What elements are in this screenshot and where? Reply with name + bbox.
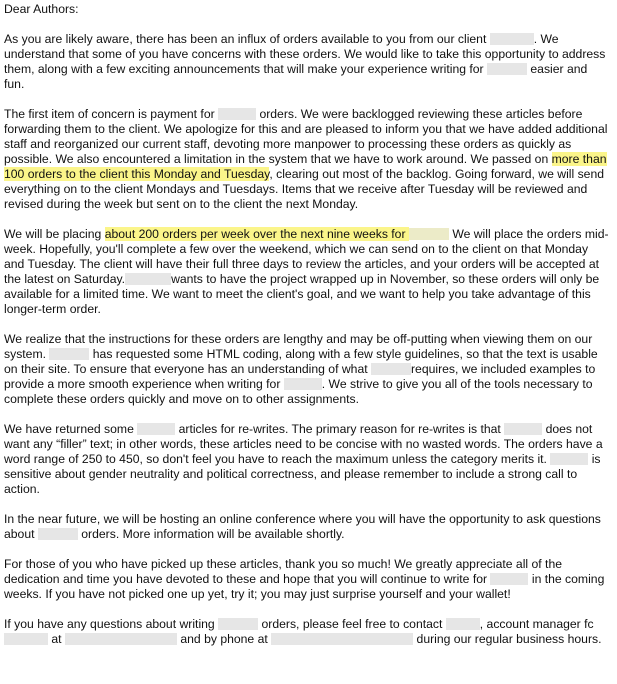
letter-body — [4, 0, 611, 662]
redacted-client-name — [38, 528, 78, 540]
redacted-client-name — [218, 108, 256, 120]
redacted-client-name — [409, 228, 449, 240]
paragraph-text: is sensitive about gender neutrality and political correctness, and please remember to include a strong call to action. — [4, 452, 601, 496]
paragraph-text: requires, we included examples to provide a more smooth experience when writing for — [4, 362, 596, 391]
greeting: Dear Authors: — [4, 2, 79, 16]
paragraph-text: in the coming weeks. If you have not picked one up yet, try it; you may just surprise yourself and your wallet! — [4, 572, 605, 601]
paragraph-text: has requested some HTML coding, along with a few style guidelines, so that the text is usable on their site. To ensure that everyone has an understanding of what — [4, 347, 598, 376]
redacted-client-name — [125, 273, 171, 285]
paragraph-thanks — [4, 557, 611, 602]
paragraph-payment — [4, 107, 611, 212]
paragraph-text: If you have any questions about writing — [4, 617, 215, 631]
paragraph-text: orders, please feel free to contact — [261, 617, 443, 631]
paragraph-text: articles for re-writes. The primary reason for re-writes is that — [178, 422, 501, 436]
paragraph-text: We realize that the instructions for these orders are lengthy and may be off-putting when viewing them on our system. — [4, 332, 593, 361]
redacted-phone — [271, 633, 413, 645]
paragraph-text: wants to have the project wrapped up in November, so these orders will only be available for a limited time. We want to meet the client's goal, and we want to help you take advantage of this longer-term order. — [4, 272, 600, 316]
highlighted-text: more than 100 orders to the client this Monday and Tuesday — [4, 152, 607, 181]
paragraph-contact — [4, 617, 611, 647]
redacted-company-name — [487, 63, 527, 75]
redacted-email — [65, 633, 177, 645]
redacted-client-name — [137, 423, 175, 435]
redacted-client-name — [550, 453, 588, 465]
paragraph-text: , clearing out most of the backlog. Going forward, we will send everything on to the client Mondays and Tuesdays. Items that we receive after Tuesday will be reviewed and revised during the week but sent on to the client the next Monday. — [4, 167, 605, 211]
paragraph-conference — [4, 512, 611, 542]
redacted-client-name — [504, 423, 542, 435]
paragraph-instructions — [4, 332, 611, 407]
redacted-client-name — [371, 363, 411, 375]
paragraph-text: does not want any “filler” text; in other words, these articles need to be concise with no wasted words. The orders have a word range of 250 to 450, so don't feel you have to reach the maximum unless the category merits it. — [4, 422, 603, 466]
paragraph-text: We will be placing — [4, 227, 102, 241]
redacted-client-name — [49, 348, 89, 360]
paragraph-text: We have returned some — [4, 422, 134, 436]
paragraph-rewrites — [4, 422, 611, 497]
redacted-client-name — [284, 378, 322, 390]
paragraph-intro — [4, 32, 611, 92]
paragraph-text: For those of you who have picked up these articles, thank you so much! We greatly appreciate all of the dedication and time you have devoted to these and hope that you will continue to write for — [4, 557, 563, 586]
paragraph-text: . We understand that some of you have concerns with these orders. We would like to take this opportunity to address them, along with a few exciting announcements that will make your experience writing for — [4, 32, 606, 76]
paragraph-text: at — [51, 632, 62, 646]
paragraph-text: and by phone at — [180, 632, 268, 646]
paragraph-text: . We strive to give you all of the tools necessary to complete these orders quickly and move on to other assignments. — [4, 377, 593, 406]
paragraph-text: easier and fun. — [4, 62, 588, 91]
paragraph-text: We will place the orders mid-week. Hopefully, you'll complete a few over the weekend, which we can send on to the client on that Monday and Tuesday. The client will have their full three days to review the articles, and your orders will be accepted at the latest on Saturday. — [4, 227, 609, 286]
paragraph-text: In the near future, we will be hosting an online conference where you will have the opportunity to ask questions about — [4, 512, 601, 541]
paragraph-text: during our regular business hours. — [416, 632, 602, 646]
paragraph-text: The first item of concern is payment for — [4, 107, 215, 121]
paragraph-schedule — [4, 227, 611, 317]
paragraph-text: , account manager fc — [479, 617, 594, 631]
redacted-contact-name — [446, 618, 480, 630]
highlighted-text: about 200 orders per week over the next nine weeks for — [104, 227, 406, 241]
redacted-client-name — [490, 33, 534, 45]
paragraph-text: As you are likely aware, there has been an influx of orders available to you from our client — [4, 32, 487, 46]
paragraph-text: orders. More information will be available shortly. — [81, 527, 345, 541]
paragraph-text: orders. We were backlogged reviewing these articles before forwarding them to the client. We apologize for this and are pleased to inform you that we have added additional staff and reorganized our current staff, devoting more manpower to processing these orders as quickly as possible. We also encountered a limitation in the system that we have to work around. We passed on — [4, 107, 608, 166]
redacted-client-name — [218, 618, 258, 630]
redacted-company-name — [4, 633, 48, 645]
redacted-client-name — [490, 573, 528, 585]
